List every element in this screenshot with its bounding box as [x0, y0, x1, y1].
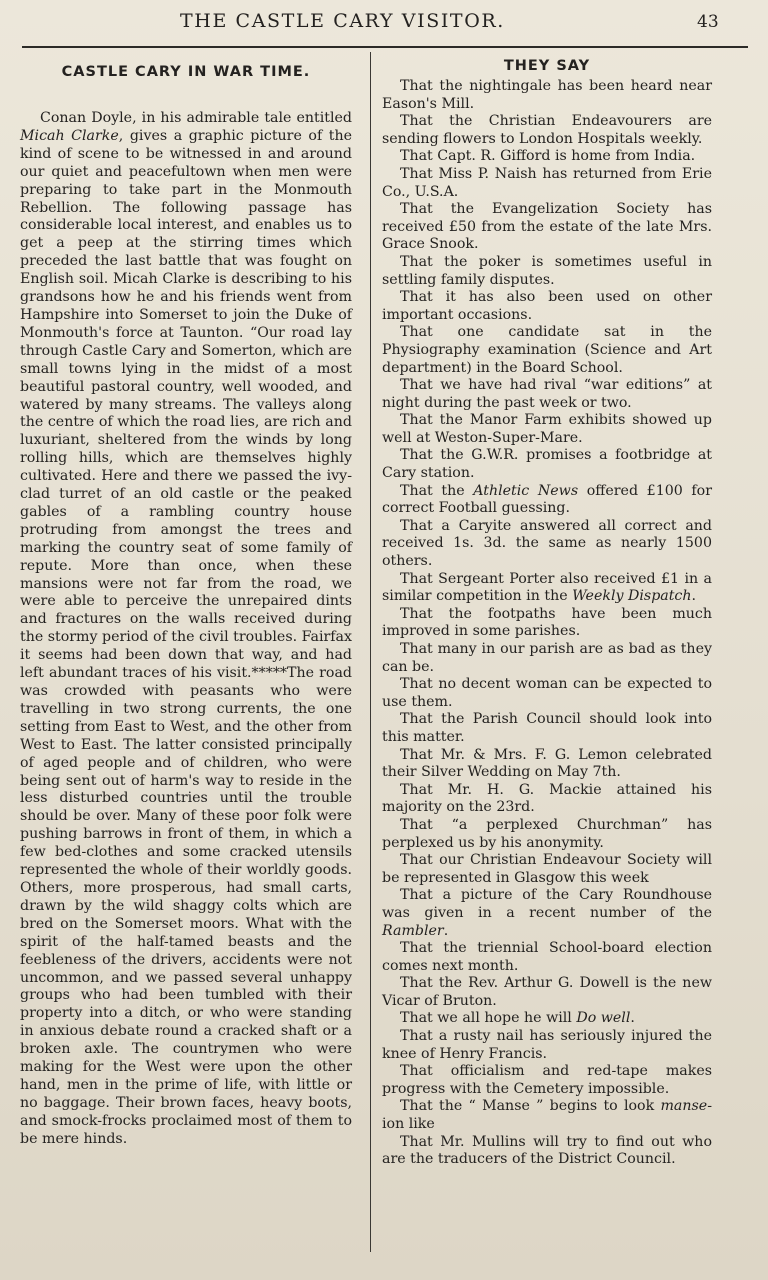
- say-item: That the Rev. Arthur G. Dowell is the new Vicar of Bruton.: [382, 975, 712, 1009]
- right-article-title: THEY SAY: [503, 58, 591, 74]
- say-item: [382, 1010, 712, 1028]
- say-italic: Weekly Dispatch: [572, 588, 692, 605]
- say-item: That the poker is sometimes useful in settling family disputes.: [382, 253, 712, 288]
- book-title: Micah Clarke: [20, 127, 119, 144]
- running-head: [0, 8, 768, 38]
- say-item: That no decent woman can be expected to use them.: [382, 676, 712, 710]
- say-text: .: [691, 588, 697, 605]
- say-item: That many in our parish are as bad as they can be.: [382, 641, 712, 675]
- say-item: That one candidate sat in the Physiography examination (Science and Art department) in the Board School.: [382, 324, 712, 376]
- say-item: That the Christian Endeavourers are sending flowers to London Hospitals weekly.: [382, 113, 712, 147]
- say-text: .: [443, 922, 449, 939]
- say-item: That the triennial School-board election comes next month.: [382, 940, 712, 974]
- say-item: [382, 483, 712, 518]
- say-text: That Sergeant Porter also received £1 in a similar competition in the: [382, 570, 712, 605]
- say-item: [382, 887, 712, 940]
- say-text: offered £100 for correct Football guessing.: [382, 482, 712, 517]
- say-item: That a rusty nail has seriously injured the knee of Henry Francis.: [382, 1028, 712, 1062]
- say-item: [382, 1098, 712, 1133]
- say-item: That the nightingale has been heard near Eason's Mill.: [382, 78, 712, 112]
- say-item: That it has also been used on other important occasions.: [382, 289, 712, 323]
- say-item: That the G.W.R. promises a footbridge at Cary station.: [382, 447, 712, 482]
- say-item: That the Manor Farm exhibits showed up well at Weston-Super-Mare.: [382, 412, 712, 446]
- say-item: That Mr. H. G. Mackie attained his majority on the 23rd.: [382, 781, 712, 816]
- say-item: That officialism and red-tape makes progress with the Cemetery impossible.: [382, 1063, 712, 1097]
- say-item: That we have had rival “war editions” at night during the past week or two.: [382, 377, 712, 411]
- say-item: [382, 571, 712, 606]
- say-text: -ion like: [382, 1098, 712, 1133]
- say-text: .: [630, 1010, 635, 1027]
- say-item: That “a perplexed Churchman” has perplexed us by his anonymity.: [382, 816, 712, 851]
- body-text-rest: , gives a graphic picture of the kind of scene to be witnessed in and around our quiet and peacefultown when men were preparing to take part in the Monmouth Rebellion. The following passage has considerable local interest, and enables us to get a peep at the stirring times which preceded the last battle that was fought on English soil. Micah Clarke is describing to his grandsons how he and his friends went from Hampshire into Somerset to join the Duke of Monmouth's force at Taunton. “Our road lay through Castle Cary and Somerton, which are small towns lying in the midst of a most beautiful pastoral country, well wooded, and watered by many streams. The valleys along the centre of which the road lies, are rich and luxuriant, sheltered from the winds by long rolling hills, which are themselves highly cultivated. Here and there we passed the ivy-clad turret of an old castle or the peaked gables of a rambling country house protruding from amongst the trees and marking the country seat of some family of repute. More than once, when these mansions were not far from the road, we were able to perceive the unrepaired dints and fractures on the walls received during the stormy period of the civil troubles. Fairfax it seems had been down that way, and had left abundant traces of his visit.*****The road was crowded with peasants who were travelling in two strong currents, the one setting from East to West, and the other from West to East. The latter consisted principally of aged people and of children, who were being sent out of harm's way to reside in the less disturbed countries until the trouble should be over. Many of these poor folk were pushing barrows in front of them, in which a few bed-clothes and some cracked utensils represented the whole of their worldly goods. Others, more prosperous, had small carts, drawn by the wild shaggy colts which are bred on the Somerset moors. What with the spirit of the half-tamed beasts and the feebleness of the drivers, accidents were not uncommon, and we passed several unhappy groups who had been tumbled with their property into a ditch, or who were standing in anxious debate round a cracked shaft or a broken axle. The countrymen who were making for the West were upon the other hand, men in the prime of life, with little or no baggage. Their brown faces, heavy boots, and smock-frocks proclaimed most of them to be mere hinds.: [20, 127, 352, 1147]
- say-text: That the “ Manse ” begins to look: [400, 1098, 661, 1115]
- say-text: That a picture of the Cary Roundhouse was given in a recent number of the: [382, 887, 712, 921]
- say-item: That Mr. & Mrs. F. G. Lemon celebrated their Silver Wedding on May 7th.: [382, 746, 712, 781]
- say-text: That the: [400, 482, 474, 499]
- body-text-start: Conan Doyle, in his admirable tale entitled: [40, 110, 352, 126]
- left-article-body: [20, 110, 352, 1149]
- say-italic: Athletic News: [473, 482, 579, 499]
- say-text: That we all hope he will: [400, 1010, 577, 1027]
- right-column: [382, 58, 712, 1169]
- say-item: That a Caryite answered all correct and received 1s. 3d. the same as nearly 1500 others.: [382, 517, 712, 570]
- say-italic: Do well: [576, 1010, 631, 1027]
- say-item: That Capt. R. Gifford is home from India.: [400, 148, 696, 165]
- say-italic: manse: [660, 1098, 708, 1115]
- publication-title: THE CASTLE CARY VISITOR.: [180, 10, 505, 32]
- say-italic: Rambler: [382, 922, 444, 939]
- column-rule: [370, 52, 371, 1252]
- say-item: That the Evangelization Society has received £50 from the estate of the late Mrs. Grace Snook.: [382, 201, 712, 253]
- header-rule: [22, 46, 748, 48]
- left-article-title: CASTLE CARY IN WAR TIME.: [61, 64, 311, 80]
- say-item: That the Parish Council should look into this matter.: [382, 711, 712, 745]
- say-item: That Mr. Mullins will try to find out who are the traducers of the District Council.: [382, 1133, 712, 1168]
- say-item: That the footpaths have been much improved in some parishes.: [382, 605, 712, 640]
- say-item: That our Christian Endeavour Society will be represented in Glasgow this week: [382, 852, 712, 886]
- say-item: That Miss P. Naish has returned from Erie Co., U.S.A.: [382, 165, 712, 200]
- page-number: 43: [697, 12, 719, 32]
- left-column: [20, 58, 352, 1149]
